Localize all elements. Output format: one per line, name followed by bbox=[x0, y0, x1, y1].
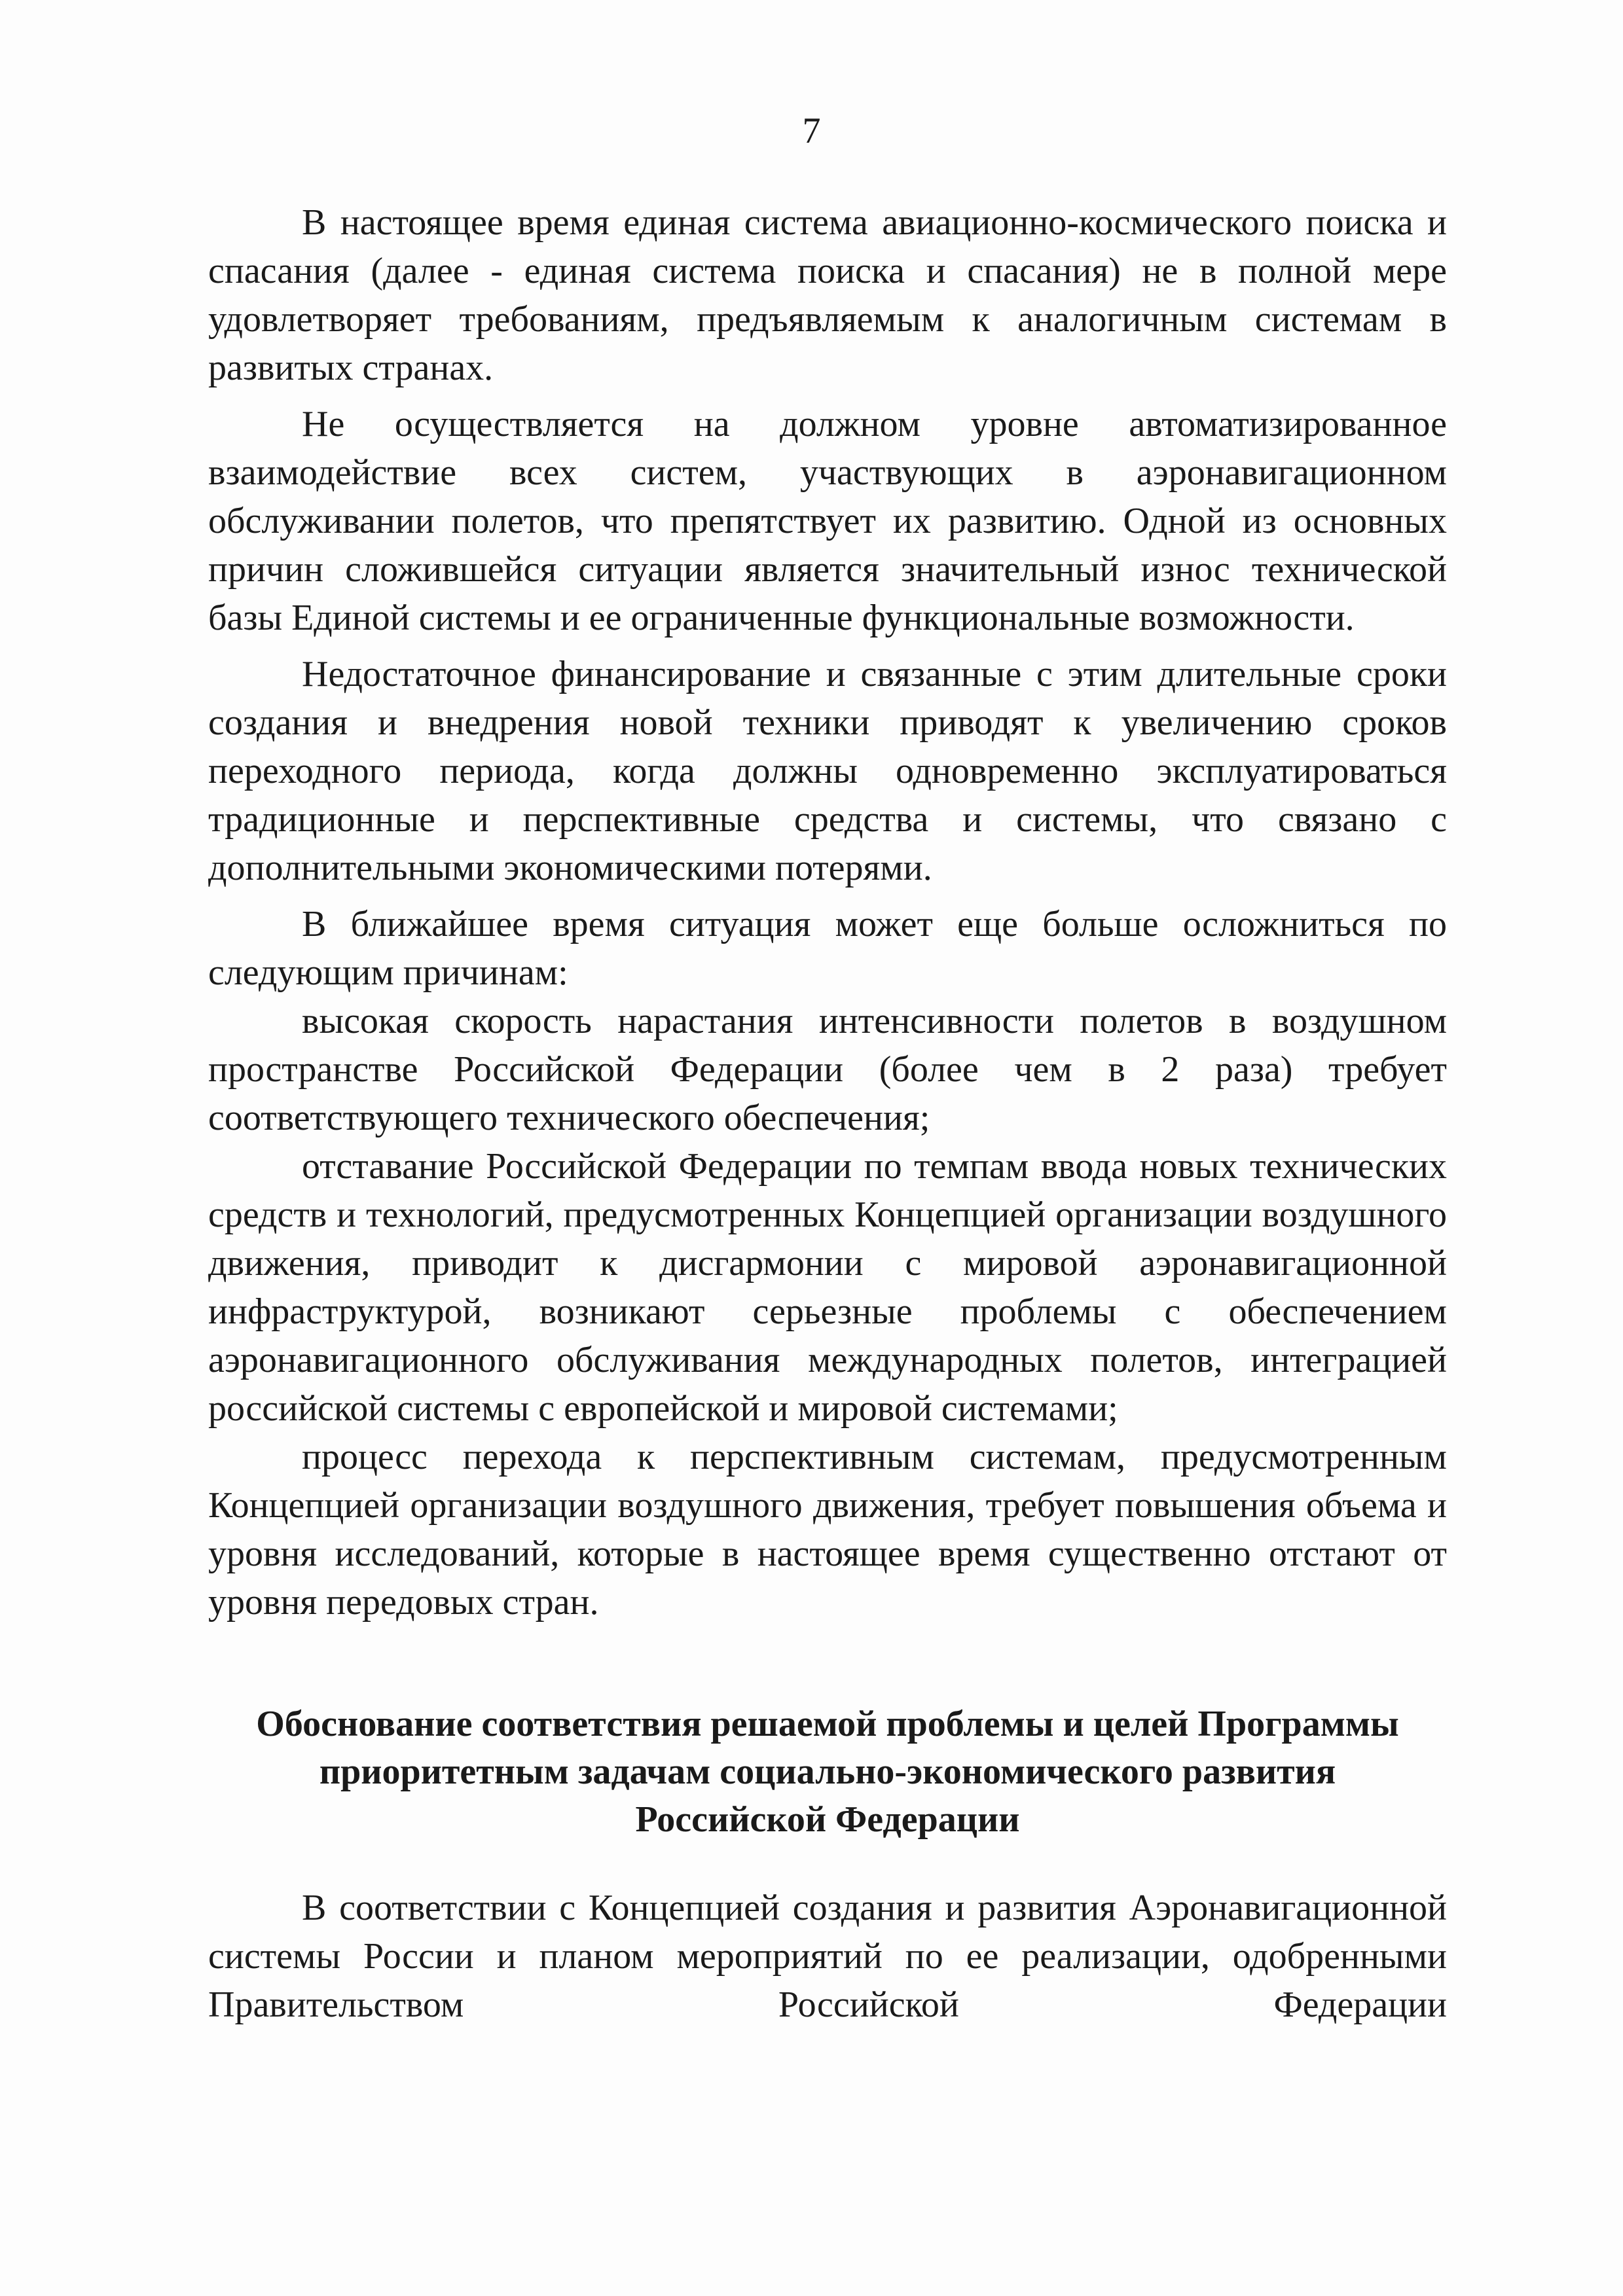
paragraph-reasons-intro: В ближайшее время ситуация может еще больше осложниться по следующим причинам: bbox=[208, 904, 1447, 993]
paragraph-reason-transition: процесс перехода к перспективным системам, предусмотренным Концепцией организации воздушного движения, требует повышения объема и уровня исследований, которые в настоящее время существенно отстают от уровня передовых стран. bbox=[208, 1437, 1447, 1623]
section-heading-line: приоритетным задачам социально-экономического развития bbox=[319, 1751, 1336, 1792]
paragraph-concept: В соответствии с Концепцией создания и развития Аэронавигационной системы России и планом мероприятий по ее реализации, одобренными Правительством Российской Федерации bbox=[208, 1888, 1447, 2025]
section-body-text bbox=[208, 1884, 1447, 2029]
body-text bbox=[208, 198, 1447, 1626]
section-heading-line: Российской Федерации bbox=[635, 1799, 1020, 1840]
page-number: 7 bbox=[802, 111, 821, 151]
paragraph-reason-traffic: высокая скорость нарастания интенсивности полетов в воздушном пространстве Российской Федерации (более чем в 2 раза) требует соответствующего технического обеспечения; bbox=[208, 1001, 1447, 1138]
section-heading-line: Обоснование соответствия решаемой проблемы и целей Программы bbox=[256, 1704, 1399, 1744]
paragraph-search-rescue: В настоящее время единая система авиационно-космического поиска и спасания (далее - единая система поиска и спасания) не в полной мере удовлетворяет требованиям, предъявляемым к аналогичным системам в развитых странах. bbox=[208, 202, 1447, 388]
paragraph-automation: Не осуществляется на должном уровне автоматизированное взаимодействие всех систем, участвующих в аэронавигационном обслуживании полетов, что препятствует их развитию. Одной из основных причин сложившейся ситуации является значительный износ технической базы Единой системы и ее ограниченные функциональные возможности. bbox=[208, 404, 1447, 638]
paragraph-financing: Недостаточное финансирование и связанные с этим длительные сроки создания и внедрения новой техники приводят к увеличению сроков переходного периода, когда должны одновременно эксплуатироваться традиционные и перспективные средства и системы, что связано с дополнительными экономическими потерями. bbox=[208, 654, 1447, 888]
section-heading bbox=[208, 1700, 1447, 1844]
paragraph-reason-lag: отставание Российской Федерации по темпам ввода новых технических средств и технологий, предусмотренных Концепцией организации воздушного движения, приводит к дисгармонии с мировой аэронавигационной инфраструктурой, возникают серьезные проблемы с обеспечением аэронавигационного обслуживания международных полетов, интеграцией российской системы с европейской и мировой системами; bbox=[208, 1146, 1447, 1429]
